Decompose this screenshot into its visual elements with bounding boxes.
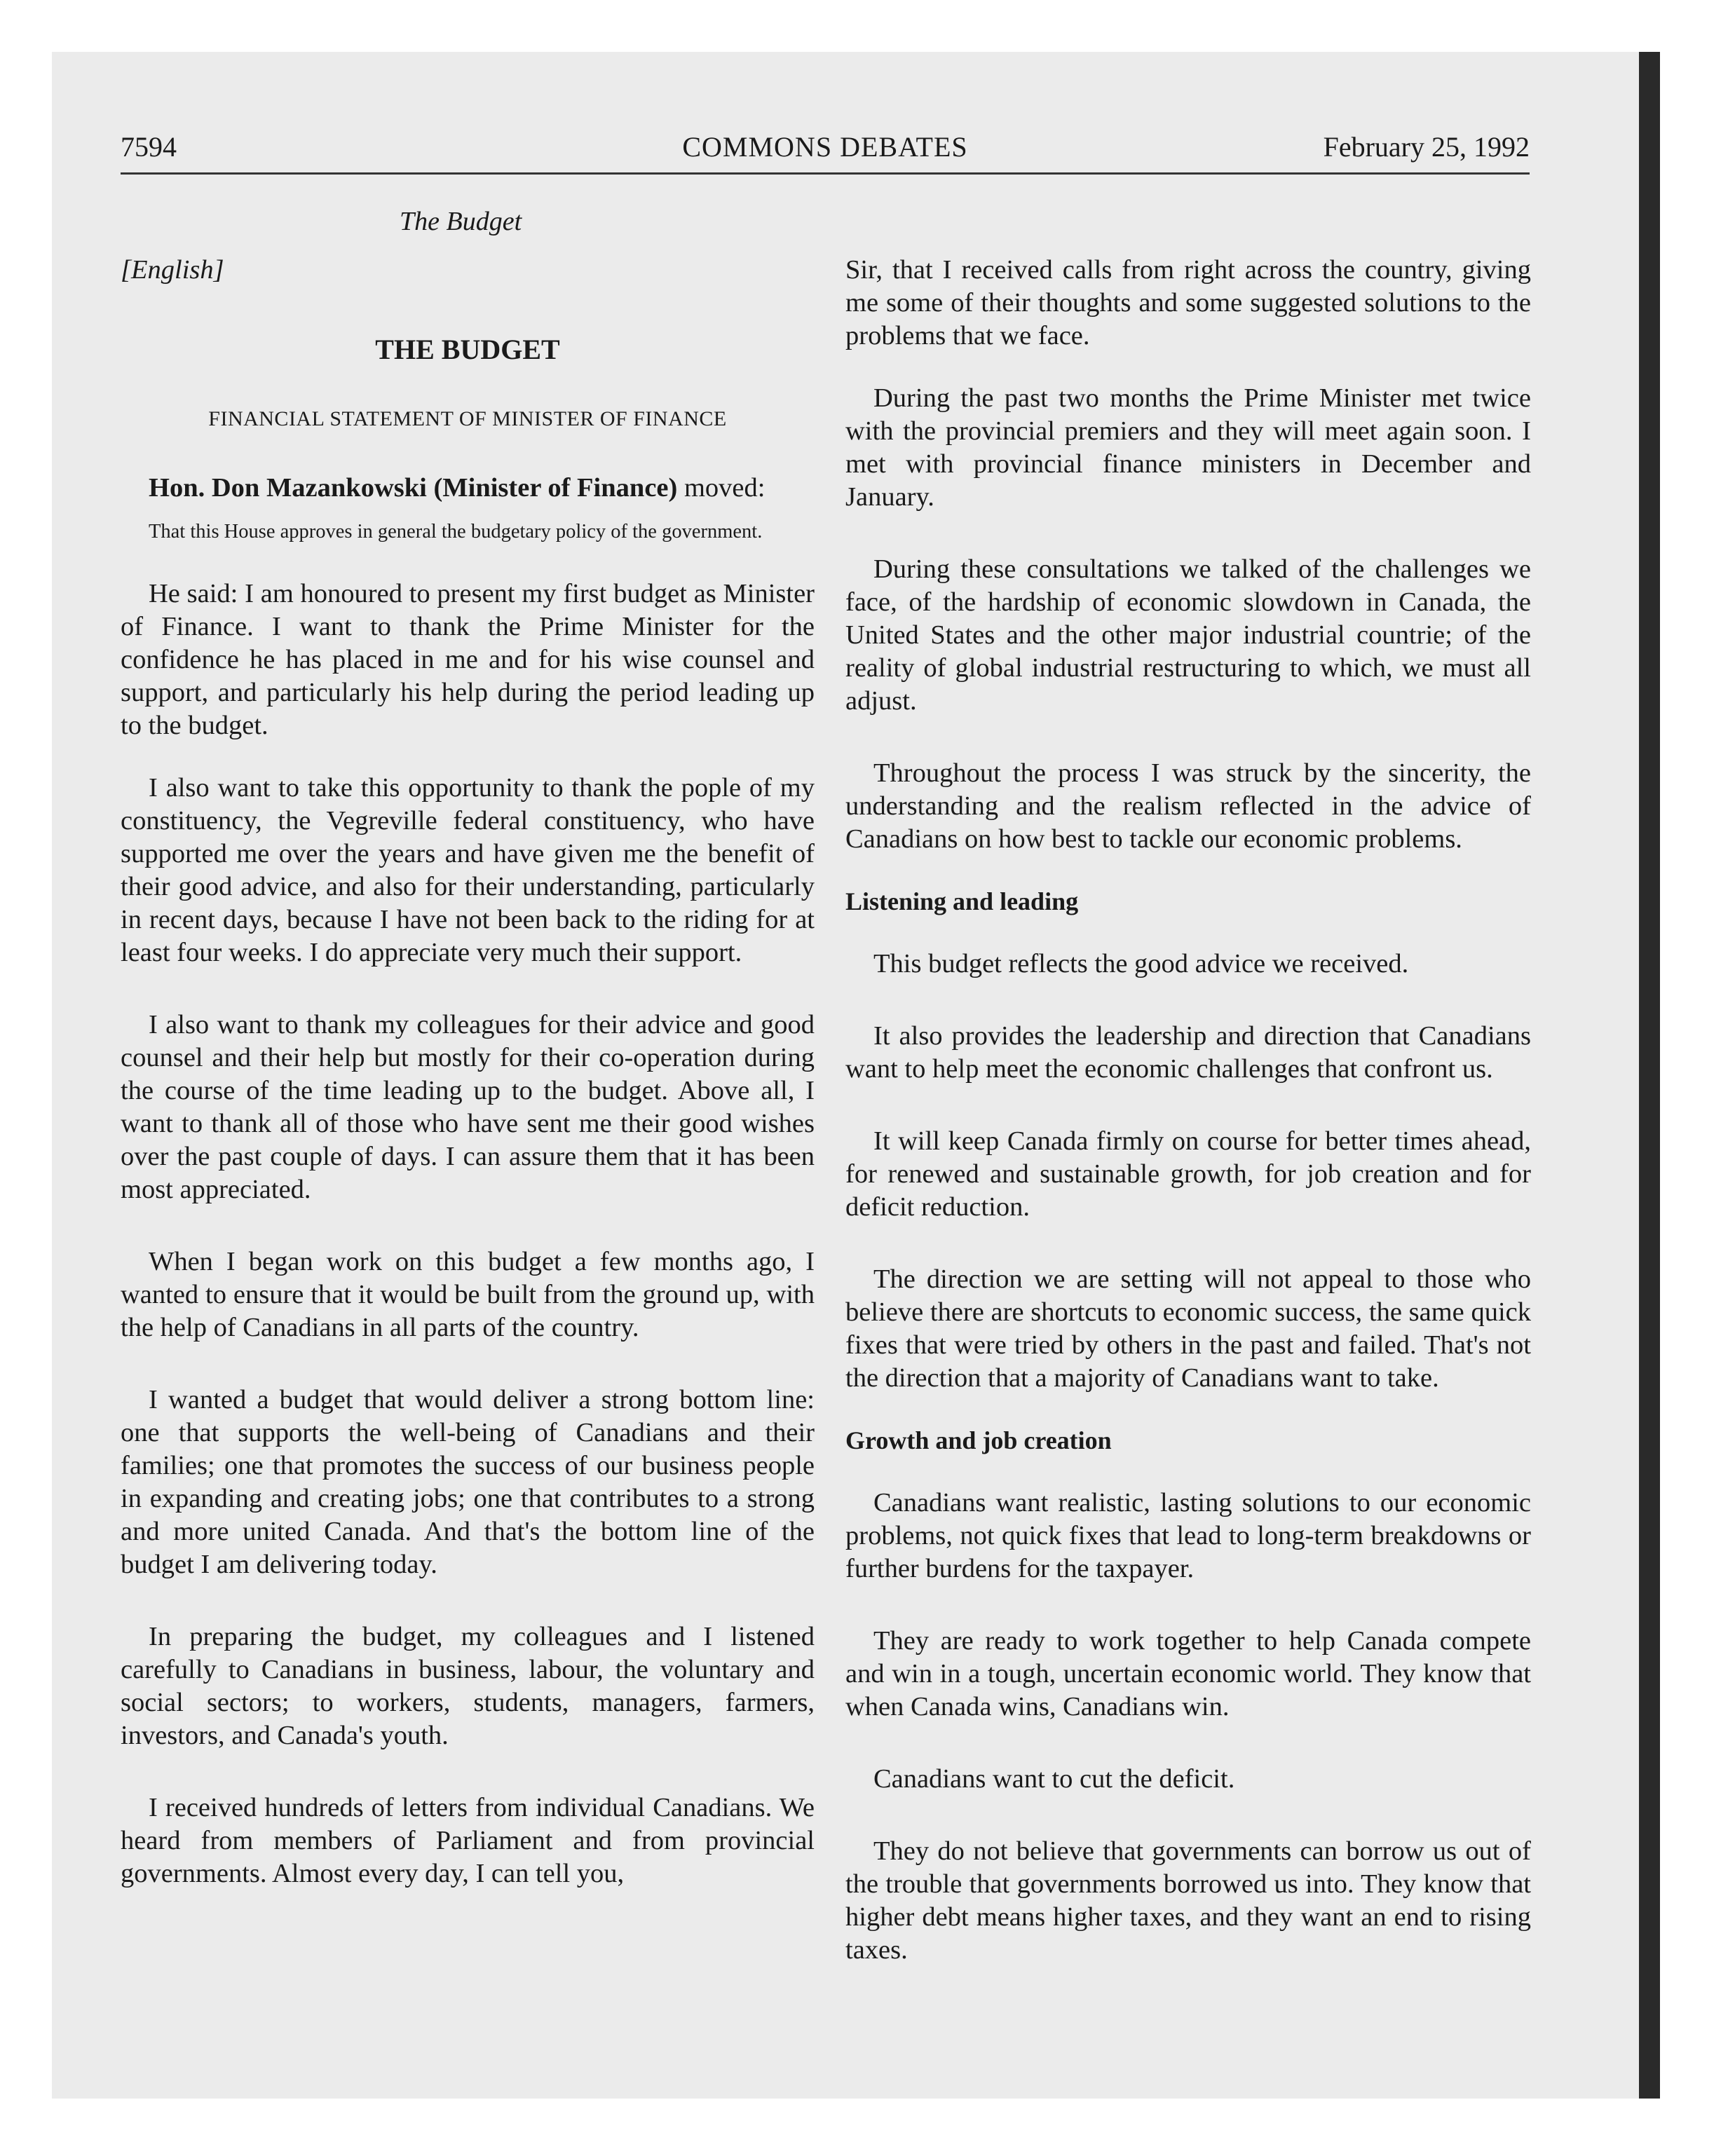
paragraph: Sir, that I received calls from right across the country, giving me some of their thoughts and some suggested solutions to the problems that we face. (845, 255, 1531, 350)
left-column (121, 254, 815, 1920)
paragraph: In preparing the budget, my colleagues and I listened carefully to Canadians in business, labour, the voluntary and social sectors; to workers, students, managers, farmers, investors, and Canada's youth. (121, 1622, 815, 1750)
motion-speaker: Hon. Don Mazankowski (Minister of Finance) (149, 473, 678, 503)
paragraph: When I began work on this budget a few months ago, I wanted to ensure that it would be built from the ground up, with the help of Canadians in all parts of the country. (121, 1247, 815, 1342)
paragraph: It also provides the leadership and direction that Canadians want to help meet the economic challenges that confront us. (845, 1021, 1531, 1084)
publication-title: COMMONS DEBATES (682, 131, 968, 163)
budget-heading: THE BUDGET (375, 334, 560, 365)
paragraph: They are ready to work together to help Canada compete and win in a tough, uncertain economic world. They know that when Canada wins, Canadians win. (845, 1626, 1531, 1721)
motion-verb: moved: (677, 473, 766, 503)
financial-statement-heading: FINANCIAL STATEMENT OF MINISTER OF FINANCE (208, 407, 727, 430)
paragraph: It will keep Canada firmly on course for better times ahead, for renewed and sustainable growth, for job creation and for deficit reduction. (845, 1126, 1531, 1222)
motion-text: That this House approves in general the budgetary policy of the government. (149, 521, 763, 543)
subheading-listening-and-leading: Listening and leading (845, 887, 1079, 915)
paragraph: He said: I am honoured to present my first budget as Minister of Finance. I want to thank the Prime Minister for the confidence he has placed in me and for his wise counsel and support, and particularly his help during the period leading up to the budget. (121, 579, 815, 740)
language-tag: [English] (121, 255, 224, 285)
paragraph: They do not believe that governments can borrow us out of the trouble that governments borrowed us into. They know that higher debt means higher taxes, and they want an end to rising taxes. (845, 1836, 1531, 1965)
right-column (845, 254, 1531, 1996)
paragraph: I wanted a budget that would deliver a strong bottom line: one that supports the well-being of Canadians and their families; one that promotes the success of our business people in expanding and creating jobs; one that contributes to a strong and more united Canada. And that's the bottom line of the budget I am delivering today. (121, 1385, 815, 1579)
debate-date: February 25, 1992 (1323, 131, 1530, 163)
paragraph: I also want to thank my colleagues for their advice and good counsel and their help but mostly for their co-operation during the course of the time leading up to the budget. Above all, I want to thank all of those who have sent me their good wishes over the past couple of days. I can assure them that it has been most appreciated. (121, 1010, 815, 1204)
paragraph: During the past two months the Prime Minister met twice with the provincial premiers and they will meet again soon. I met with provincial finance ministers in December and January. (845, 383, 1531, 512)
paragraph: Canadians want to cut the deficit. (873, 1764, 1235, 1794)
page-number: 7594 (121, 131, 177, 163)
motion-line (121, 472, 815, 505)
paragraph: Canadians want realistic, lasting solutions to our economic problems, not quick fixes that lead to long-term breakdowns or further burdens for the taxpayer. (845, 1488, 1531, 1583)
page-header (121, 130, 1530, 175)
paragraph: Throughout the process I was struck by the sincerity, the understanding and the realism reflected in the advice of Canadians on how best to tackle our economic problems. (845, 758, 1531, 854)
scan-edge-shadow (1639, 52, 1660, 2099)
paragraph: I also want to take this opportunity to thank the pople of my constituency, the Vegreville federal constituency, who have supported me over the years and have given me the benefit of their good advice, and also for their understanding, particularly in recent days, because I have not been back to the riding for at least four weeks. I do appreciate very much their support. (121, 773, 815, 967)
paragraph: I received hundreds of letters from individual Canadians. We heard from members of Parliament and from provincial governments. Almost every day, I can tell you, (121, 1793, 815, 1888)
paragraph: The direction we are setting will not appeal to those who believe there are shortcuts to economic success, the same quick fixes that were tried by others in the past and failed. That's not the direction that a majority of Canadians want to take. (845, 1264, 1531, 1393)
subheading-growth-and-job-creation: Growth and job creation (845, 1426, 1112, 1454)
paragraph: This budget reflects the good advice we received. (873, 949, 1409, 978)
paragraph: During these consultations we talked of the challenges we face, of the hardship of economic slowdown in Canada, the United States and the other major industrial countrie; of the reality of global industrial restructuring to which, we must all adjust. (845, 554, 1531, 716)
section-title: The Budget (400, 207, 522, 236)
